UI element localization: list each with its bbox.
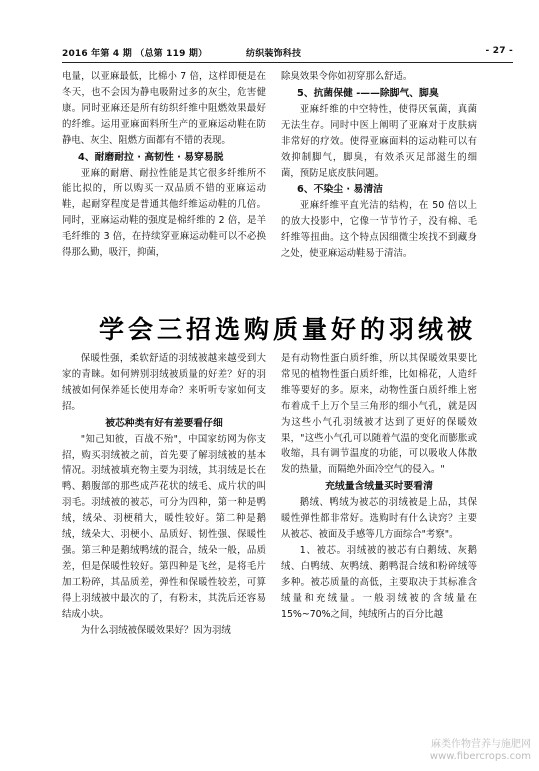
section-heading: 6、不染尘 · 易清洁	[297, 184, 383, 196]
paragraph: 亚麻纤维的中空特性，使得厌氧菌，真菌无法生存。同时中医上阐明了亚麻对于皮肤病非常好的疗效。使得亚麻面料的运动鞋可以有效抑制脚气，脚臭，有效杀灭足部滋生的细菌，预防足底皮肤问题。	[281, 103, 477, 179]
page-number: - 27 -	[485, 46, 513, 56]
top-left-column	[62, 69, 266, 261]
section-heading: 充绒量含绒量买时要看清	[325, 481, 433, 493]
paragraph: 亚麻纤维平直光洁的结构，在 50 倍以上的放大投影中，它像一节节竹子，没有棉、毛纤维等扭曲。这个特点因细微尘埃找不到藏身之处，使亚麻运动鞋易于清洁。	[281, 200, 477, 260]
paragraph: 为什么羽绒被保暖效果好？因为羽绒	[80, 624, 231, 636]
paragraph: 亚麻的耐磨、耐拉性能是其它很多纤维所不能比拟的，所以购买一双品质不错的亚麻运动鞋，起耐穿程度是普通其他纤维运动鞋的几倍。同时，亚麻运动鞋的强度是棉纤维的 2 倍，是羊毛纤维的 3 倍，在持续穿亚麻运动鞋可以不必换得那么勤，吸汗，抑菌，	[62, 167, 266, 259]
journal-name: 纺织装饰科技	[246, 49, 302, 59]
paragraph: 1、被芯。羽绒被的被芯有白鹅绒、灰鹅绒、白鸭绒、灰鸭绒、鹅鸭混合绒和粉碎绒等多种。被芯质量的高低，主要取决于其标准含绒量和充绒量。一般羽绒被的含绒量在 15%~70%之间，纯绒所占的百分比越	[281, 544, 477, 620]
paragraph: 除臭效果令你如初穿那么舒适。	[281, 71, 413, 82]
section-heading: 5、抗菌保健 -——除脚气、脚臭	[297, 87, 439, 99]
section-heading: 被芯种类有好有差要看仔细	[105, 417, 223, 429]
section-heading: 4、耐磨耐拉 · 高韧性 · 易穿易脱	[78, 151, 224, 163]
header-rule	[62, 62, 513, 63]
paragraph: 鹅绒、鸭绒为被芯的羽绒被是上品，其保暖性弹性都非常好。选购时有什么诀窍？主要从被芯、被面及手感等几方面综合"考察"。	[281, 497, 477, 541]
issue-info: 2016 年第 4 期 （总第 119 期）	[62, 49, 208, 59]
bottom-right-column	[281, 351, 477, 623]
paragraph: 电量，以亚麻最低，比棉小 7 倍，这样即便是在冬天，也不会因为静电吸附过多的灰尘，危害健康。同时亚麻还是所有纺织纤维中阻燃效果最好的纤维。运用亚麻面料所生产的亚麻运动鞋在防静电、灰尘、阻燃方面都有不错的表现。	[62, 71, 266, 146]
page-header	[62, 46, 513, 60]
site-watermark	[430, 739, 531, 763]
watermark-url: www.fibercrops.com	[429, 751, 531, 762]
watermark-name: 麻类作物营养与施肥网	[431, 739, 531, 750]
paragraph: 是有动物性蛋白质纤维，所以其保暖效果要比常见的植物性蛋白质纤维，比如棉花，人造纤维等要好的多。原来，动物性蛋白质纤维上密布着成千上万个呈三角形的细小气孔，就是因为这些小气孔羽绒被才达到了更好的保暖效果，"这些小气孔可以随着气温的变化而膨胀或收缩，具有调节温度的功能，可以吸收人体散发的热量，而隔绝外面冷空气的侵入。"	[281, 353, 477, 476]
top-right-column	[281, 69, 477, 262]
article-title: 学会三招选购质量好的羽绒被	[98, 315, 476, 344]
bottom-left-column	[62, 351, 266, 638]
paragraph: 保暖性强，柔软舒适的羽绒被越来越受到大家的青睐。如何辨别羽绒被质量的好差？好的羽绒被如何保养延长使用寿命？来听听专家如何支招。	[62, 353, 266, 412]
paragraph: "知己知彼，百战不殆"，中国家纺网为你支招，购买羽绒被之前，首先要了解羽绒被的基本情况。羽绒被填充物主要为羽绒，其羽绒是长在鸭、鹅腹部的那些成芦花状的绒毛、成片状的叫羽毛。羽绒被的被芯，可分为四种，第一种是鸭绒，绒朵、羽梗稍大，暖性较好。第二种是鹅绒，绒朵大、羽梗小、品质好、韧性强、保暖性强。第三种是鹅绒鸭绒的混合，绒朵一般，品质差，但是保暖性较好。第四种是飞丝，是将毛片加工粉碎，其品质差，弹性和保暖性较差，可算得上羽绒被中最次的了，有粉末，其洗后还容易结成小块。	[62, 433, 266, 620]
